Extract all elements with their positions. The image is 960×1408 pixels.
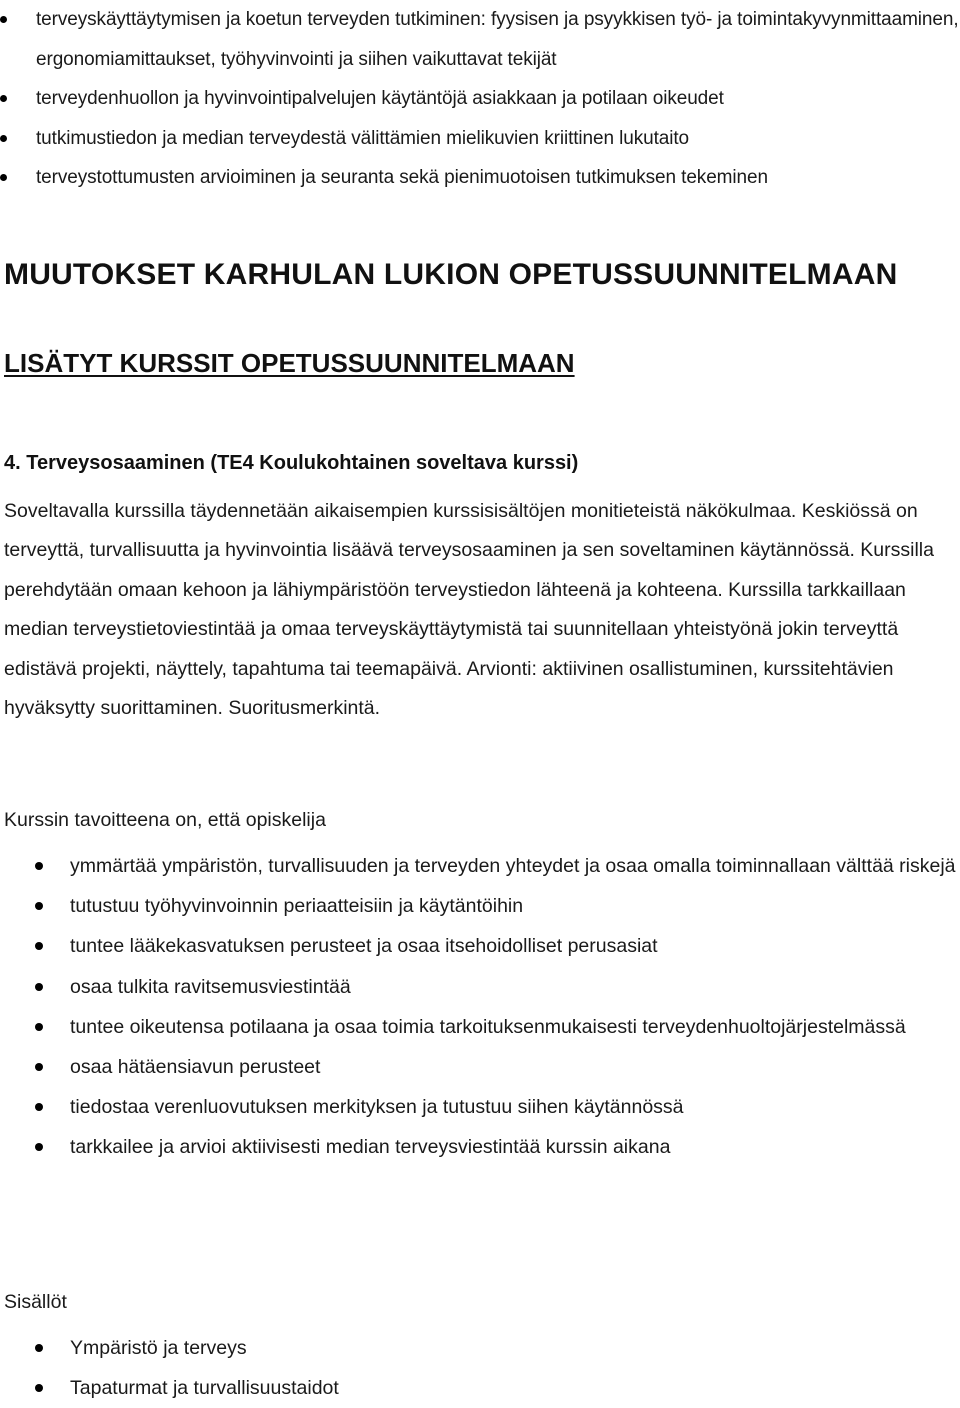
list-item bbox=[0, 886, 960, 926]
list-item bbox=[0, 1047, 960, 1087]
top-bullet-list bbox=[0, 0, 960, 198]
list-item bbox=[0, 1007, 960, 1047]
goals-list bbox=[0, 846, 960, 1168]
list-item-text: tuntee oikeutensa potilaana ja osaa toimia tarkoituksenmukaisesti terveydenhuoltojärjestelmässä bbox=[70, 1015, 906, 1038]
list-item bbox=[0, 1328, 960, 1368]
list-item-text: tuntee lääkekasvatuksen perusteet ja osaa itsehoidolliset perusasiat bbox=[70, 935, 658, 958]
bullet-icon bbox=[35, 1143, 43, 1151]
list-item-text: osaa tulkita ravitsemusviestintää bbox=[70, 975, 351, 998]
list-item bbox=[0, 1087, 960, 1127]
list-item-text: Tapaturmat ja turvallisuustaidot bbox=[70, 1377, 339, 1400]
list-item bbox=[0, 158, 960, 198]
list-item bbox=[0, 926, 960, 966]
bullet-icon bbox=[35, 983, 43, 991]
list-item-text: Ympäristö ja terveys bbox=[70, 1337, 247, 1359]
list-item-text: tiedostaa verenluovutuksen merkityksen ja tutustuu siihen käytännössä bbox=[70, 1096, 684, 1119]
list-item-text: tutkimustiedon ja median terveydestä välittämien mielikuvien kriittinen lukutaito bbox=[36, 127, 689, 149]
list-item-text: terveydenhuollon ja hyvinvointipalvelujen käytäntöjä asiakkaan ja potilaan oikeudet bbox=[36, 88, 724, 109]
bullet-icon bbox=[35, 1063, 43, 1071]
bullet-icon bbox=[35, 1103, 43, 1111]
bullet-icon bbox=[35, 942, 43, 950]
list-item-text: ymmärtää ympäristön, turvallisuuden ja terveyden yhteydet ja osaa omalla toiminnallaan välttää riskejä bbox=[70, 855, 956, 877]
bullet-icon bbox=[35, 1344, 43, 1352]
list-item-text: osaa hätäensiavun perusteet bbox=[70, 1056, 321, 1079]
course-title: 4. Terveysosaaminen (TE4 Koulukohtainen soveltava kurssi) bbox=[4, 452, 579, 474]
contents-label: Sisällöt bbox=[4, 1291, 67, 1313]
section-heading: LISÄTYT KURSSIT OPETUSSUUNNITELMAAN bbox=[4, 348, 575, 378]
contents-list bbox=[0, 1328, 960, 1408]
bullet-icon bbox=[35, 902, 43, 910]
list-item bbox=[0, 0, 960, 79]
bullet-icon bbox=[0, 16, 7, 23]
bullet-icon bbox=[35, 1384, 43, 1392]
bullet-icon bbox=[0, 95, 7, 102]
list-item-text: tarkkailee ja arvioi aktiivisesti median terveysviestintää kurssin aikana bbox=[70, 1136, 671, 1159]
list-item-text: terveyskäyttäytymisen ja koetun terveyden tutkiminen: fyysisen ja psyykkisen työ- ja toimintakyvynmittaaminen, ergonomiamittaukset, työhyvinvointi ja siihen vaikuttavat tekijät bbox=[36, 9, 959, 70]
list-item bbox=[0, 79, 960, 119]
list-item bbox=[0, 967, 960, 1007]
list-item bbox=[0, 119, 960, 159]
bullet-icon bbox=[0, 135, 7, 142]
course-description: Soveltavalla kurssilla täydennetään aikaisempien kurssisisältöjen monitieteistä näkökulmaa. Keskiössä on terveyttä, turvallisuutta ja hyvinvointia lisäävä terveysosaaminen ja sen soveltaminen käytännössä. Kurssilla perehdytään omaan kehoon ja lähiympäristöön terveystiedon lähteenä ja kohteena. Kurssilla tarkkaillaan median terveystietoviestintää ja omaa terveyskäyttäytymistä tai suunnitellaan yhteistyönä jokin terveyttä edistävä projekti, näyttely, tapahtuma tai teemapäivä. Arvionti: aktiivinen osallistuminen, kurssitehtävien hyväksytty suorittaminen. Suoritusmerkintä. bbox=[4, 500, 934, 720]
list-item-text: terveystottumusten arvioiminen ja seuranta sekä pienimuotoisen tutkimuksen tekeminen bbox=[36, 167, 768, 188]
goals-label: Kurssin tavoitteena on, että opiskelija bbox=[4, 809, 326, 831]
bullet-icon bbox=[35, 862, 43, 870]
main-heading: MUUTOKSET KARHULAN LUKION OPETUSSUUNNITELMAAN bbox=[4, 258, 898, 291]
bullet-icon bbox=[35, 1023, 43, 1031]
list-item bbox=[0, 846, 960, 886]
list-item bbox=[0, 1127, 960, 1167]
list-item bbox=[0, 1368, 960, 1408]
list-item-text: tutustuu työhyvinvoinnin periaatteisiin ja käytäntöihin bbox=[70, 895, 524, 918]
bullet-icon bbox=[0, 174, 7, 181]
